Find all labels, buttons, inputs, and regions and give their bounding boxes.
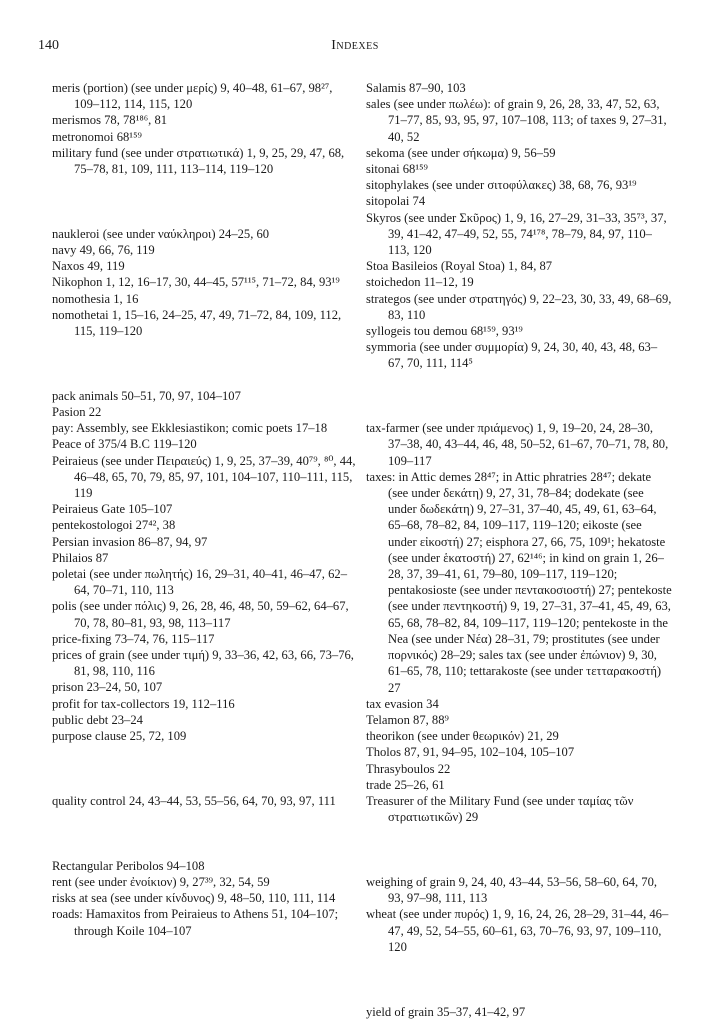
section-gap (52, 339, 358, 388)
index-entry: military fund (see under στρατιωτικά) 1, 9, 25, 29, 47, 68, 75–78, 81, 109, 111, 113–114, 119–120 (52, 145, 345, 177)
section-gap (52, 744, 358, 793)
section-gap (366, 955, 672, 1004)
index-entry: strategos (see under στρατηγός) 9, 22–23, 30, 33, 49, 68–69, 83, 110 (366, 291, 672, 322)
index-entry: sales (see under πωλέω): of grain 9, 26, 28, 33, 47, 52, 63, 71–77, 85, 93, 95, 97, 107–108, 113; of taxes 9, 27–31, 40, 52 (366, 97, 667, 144)
index-entry: Naxos 49, 119 (52, 259, 125, 274)
index-entry: Tholos 87, 91, 94–95, 102–104, 105–107 (366, 745, 575, 760)
index-entry: prices of grain (see under τιμή) 9, 33–36, 42, 63, 66, 73–76, 81, 98, 110, 116 (52, 648, 354, 679)
index-entry: purpose clause 25, 72, 109 (52, 729, 187, 744)
index-entry: prison 23–24, 50, 107 (52, 680, 163, 695)
index-entry: syllogeis tou demou 68¹⁵⁹, 93¹⁹ (366, 324, 523, 339)
index-entry: weighing of grain 9, 24, 40, 43–44, 53–56, 58–60, 64, 70, 93, 97–98, 111, 113 (366, 874, 658, 906)
page-header (38, 38, 672, 58)
index-entry: Telamon 87, 88⁹ (366, 712, 449, 727)
index-entry: price-fixing 73–74, 76, 115–117 (52, 631, 215, 646)
index-entry: yield of grain 35–37, 41–42, 97 (366, 1004, 526, 1019)
index-entry: merismos 78, 78¹⁸⁶, 81 (52, 113, 168, 128)
index-entry: roads: Hamaxitos from Peiraieus to Athens 51, 104–107; through Koile 104–107 (52, 907, 339, 938)
section-gap (366, 372, 672, 421)
index-entry: tax-farmer (see under πριάμενος) 1, 9, 19–20, 24, 28–30, 37–38, 40, 43–44, 46, 48, 50–52, 61–67, 70–71, 78, 80, 109–117 (366, 421, 669, 468)
index-entry: Nikophon 1, 12, 16–17, 30, 44–45, 57¹¹⁵, 71–72, 84, 93¹⁹ (52, 275, 340, 290)
index-entry: wheat (see under πυρός) 1, 9, 16, 24, 26, 28–29, 31–44, 46–47, 49, 52, 54–55, 60–61, 63, 70–76, 93, 97, 109–110, 120 (366, 907, 669, 954)
index-entry: trade 25–26, 61 (366, 777, 445, 792)
index-entry: taxes: in Attic demes 28⁴⁷; in Attic phratries 28⁴⁷; dekate (see under δεκάτη) 9, 27, 31, 78–84; dodekate (see under δωδεκάτη) 9, 27–31, 37–40, 45, 49, 61, 63–64, 65–68, 78–82, 84, 109–117, 119–120; eikoste (see under εἰκοστή) 27; eisphora 27, 66, 75, 109¹; hekatoste (see under ἑκατοστή) 27, 62¹⁴⁶; in kind on grain 1, 26–28, 37, 39–41, 61, 79–80, 109–117, 119–120; pentakosioste (see under πεντακοσιοστή) 27; pentekoste (see under πεντηκοστή) 9, 19, 27–31, 37–41, 45, 49, 63, 65, 68, 78–82, 84, 109–117, 119–120; pentekoste in the Nea (see under Νέα) 28–31, 79; prostitutes (see under πορνικός) 28–29; sales tax (see under ἐπώνιον) 9, 30, 61–65, 78, 110; tettarakoste (see under τετταρακοστή) 27 (366, 469, 672, 695)
index-entry: nomothetai 1, 15–16, 24–25, 47, 49, 71–72, 84, 109, 112, 115, 119–120 (52, 307, 342, 339)
page-number: 140 (38, 38, 59, 53)
index-entry: rent (see under ἐνοίκιον) 9, 27³⁹, 32, 54, 59 (52, 874, 270, 889)
index-entry: profit for tax-collectors 19, 112–116 (52, 696, 235, 711)
index-entry: Thrasyboulos 22 (366, 761, 451, 776)
index-entry: tax evasion 34 (366, 696, 439, 711)
index-entry: naukleroi (see under ναύκληροι) 24–25, 60 (52, 226, 270, 241)
index-entry: meris (portion) (see under μερίς) 9, 40–48, 61–67, 98²⁷, 109–112, 114, 115, 120 (52, 81, 333, 112)
index-entry: quality control 24, 43–44, 53, 55–56, 64, 70, 93, 97, 111 (52, 793, 336, 808)
index-entry: Peiraieus Gate 105–107 (52, 502, 173, 517)
index-entry: sitonai 68¹⁵⁹ (366, 162, 428, 177)
index-entry: pentekostologoi 27⁴², 38 (52, 518, 176, 533)
index-entry: navy 49, 66, 76, 119 (52, 243, 155, 258)
section-gap (52, 809, 358, 858)
index-entry: risks at sea (see under κίνδυνος) 9, 48–50, 110, 111, 114 (52, 891, 336, 906)
index-entry: nomothesia 1, 16 (52, 291, 139, 306)
index-entry: metronomoi 68¹⁵⁹ (52, 129, 142, 144)
index-entry: stoichedon 11–12, 19 (366, 275, 474, 290)
index-entry: sekoma (see under σήκωμα) 9, 56–59 (366, 145, 556, 160)
index-entry: pack animals 50–51, 70, 97, 104–107 (52, 388, 241, 403)
index-entry: theorikon (see under θεωρικόν) 21, 29 (366, 729, 559, 744)
index-entry: Stoa Basileios (Royal Stoa) 1, 84, 87 (366, 259, 553, 274)
index-entry: Treasurer of the Military Fund (see under ταμίας τῶν στρατιωτικῶν) 29 (366, 793, 634, 825)
running-title: Indexes (331, 38, 379, 53)
index-entry: Philaios 87 (52, 550, 109, 565)
index-entry: Skyros (see under Σκῦρος) 1, 9, 16, 27–29, 31–33, 35⁷³, 37, 39, 41–42, 47–49, 52, 55, 74¹⁷⁸, 78–79, 84, 97, 110–113, 120 (366, 210, 667, 258)
index-entry: pay: Assembly, see Ekklesiastikon; comic poets 17–18 (52, 421, 328, 436)
index-entry: Rectangular Peribolos 94–108 (52, 858, 205, 873)
index-entry: symmoria (see under συμμορία) 9, 24, 30, 40, 43, 48, 63–67, 70, 111, 114⁵ (366, 340, 658, 371)
index-entry: sitopolai 74 (366, 194, 426, 209)
index-entry: Peace of 375/4 B.C 119–120 (52, 437, 197, 452)
index-entry: poletai (see under πωλητής) 16, 29–31, 40–41, 46–47, 62–64, 70–71, 110, 113 (52, 567, 347, 598)
index-entry: Pasion 22 (52, 405, 102, 420)
section-gap (366, 825, 672, 874)
index-column-left (52, 80, 358, 939)
index-entry: Persian invasion 86–87, 94, 97 (52, 534, 208, 549)
index-entry: Peiraieus (see under Πειραιεύς) 1, 9, 25, 37–39, 40⁷⁹, ⁸⁰, 44, 46–48, 65, 70, 79, 85, 97, 101, 104–107, 110–111, 115, 119 (52, 453, 356, 501)
section-gap (52, 177, 358, 226)
index-entry: polis (see under πόλις) 9, 26, 28, 46, 48, 50, 59–62, 64–67, 70, 78, 80–81, 93, 98, 113–117 (52, 599, 349, 630)
index-entry: public debt 23–24 (52, 712, 143, 727)
index-entry: sitophylakes (see under σιτοφύλακες) 38, 68, 76, 93¹⁹ (366, 178, 637, 193)
index-entry: Salamis 87–90, 103 (366, 81, 466, 95)
index-column-right (366, 80, 672, 1020)
